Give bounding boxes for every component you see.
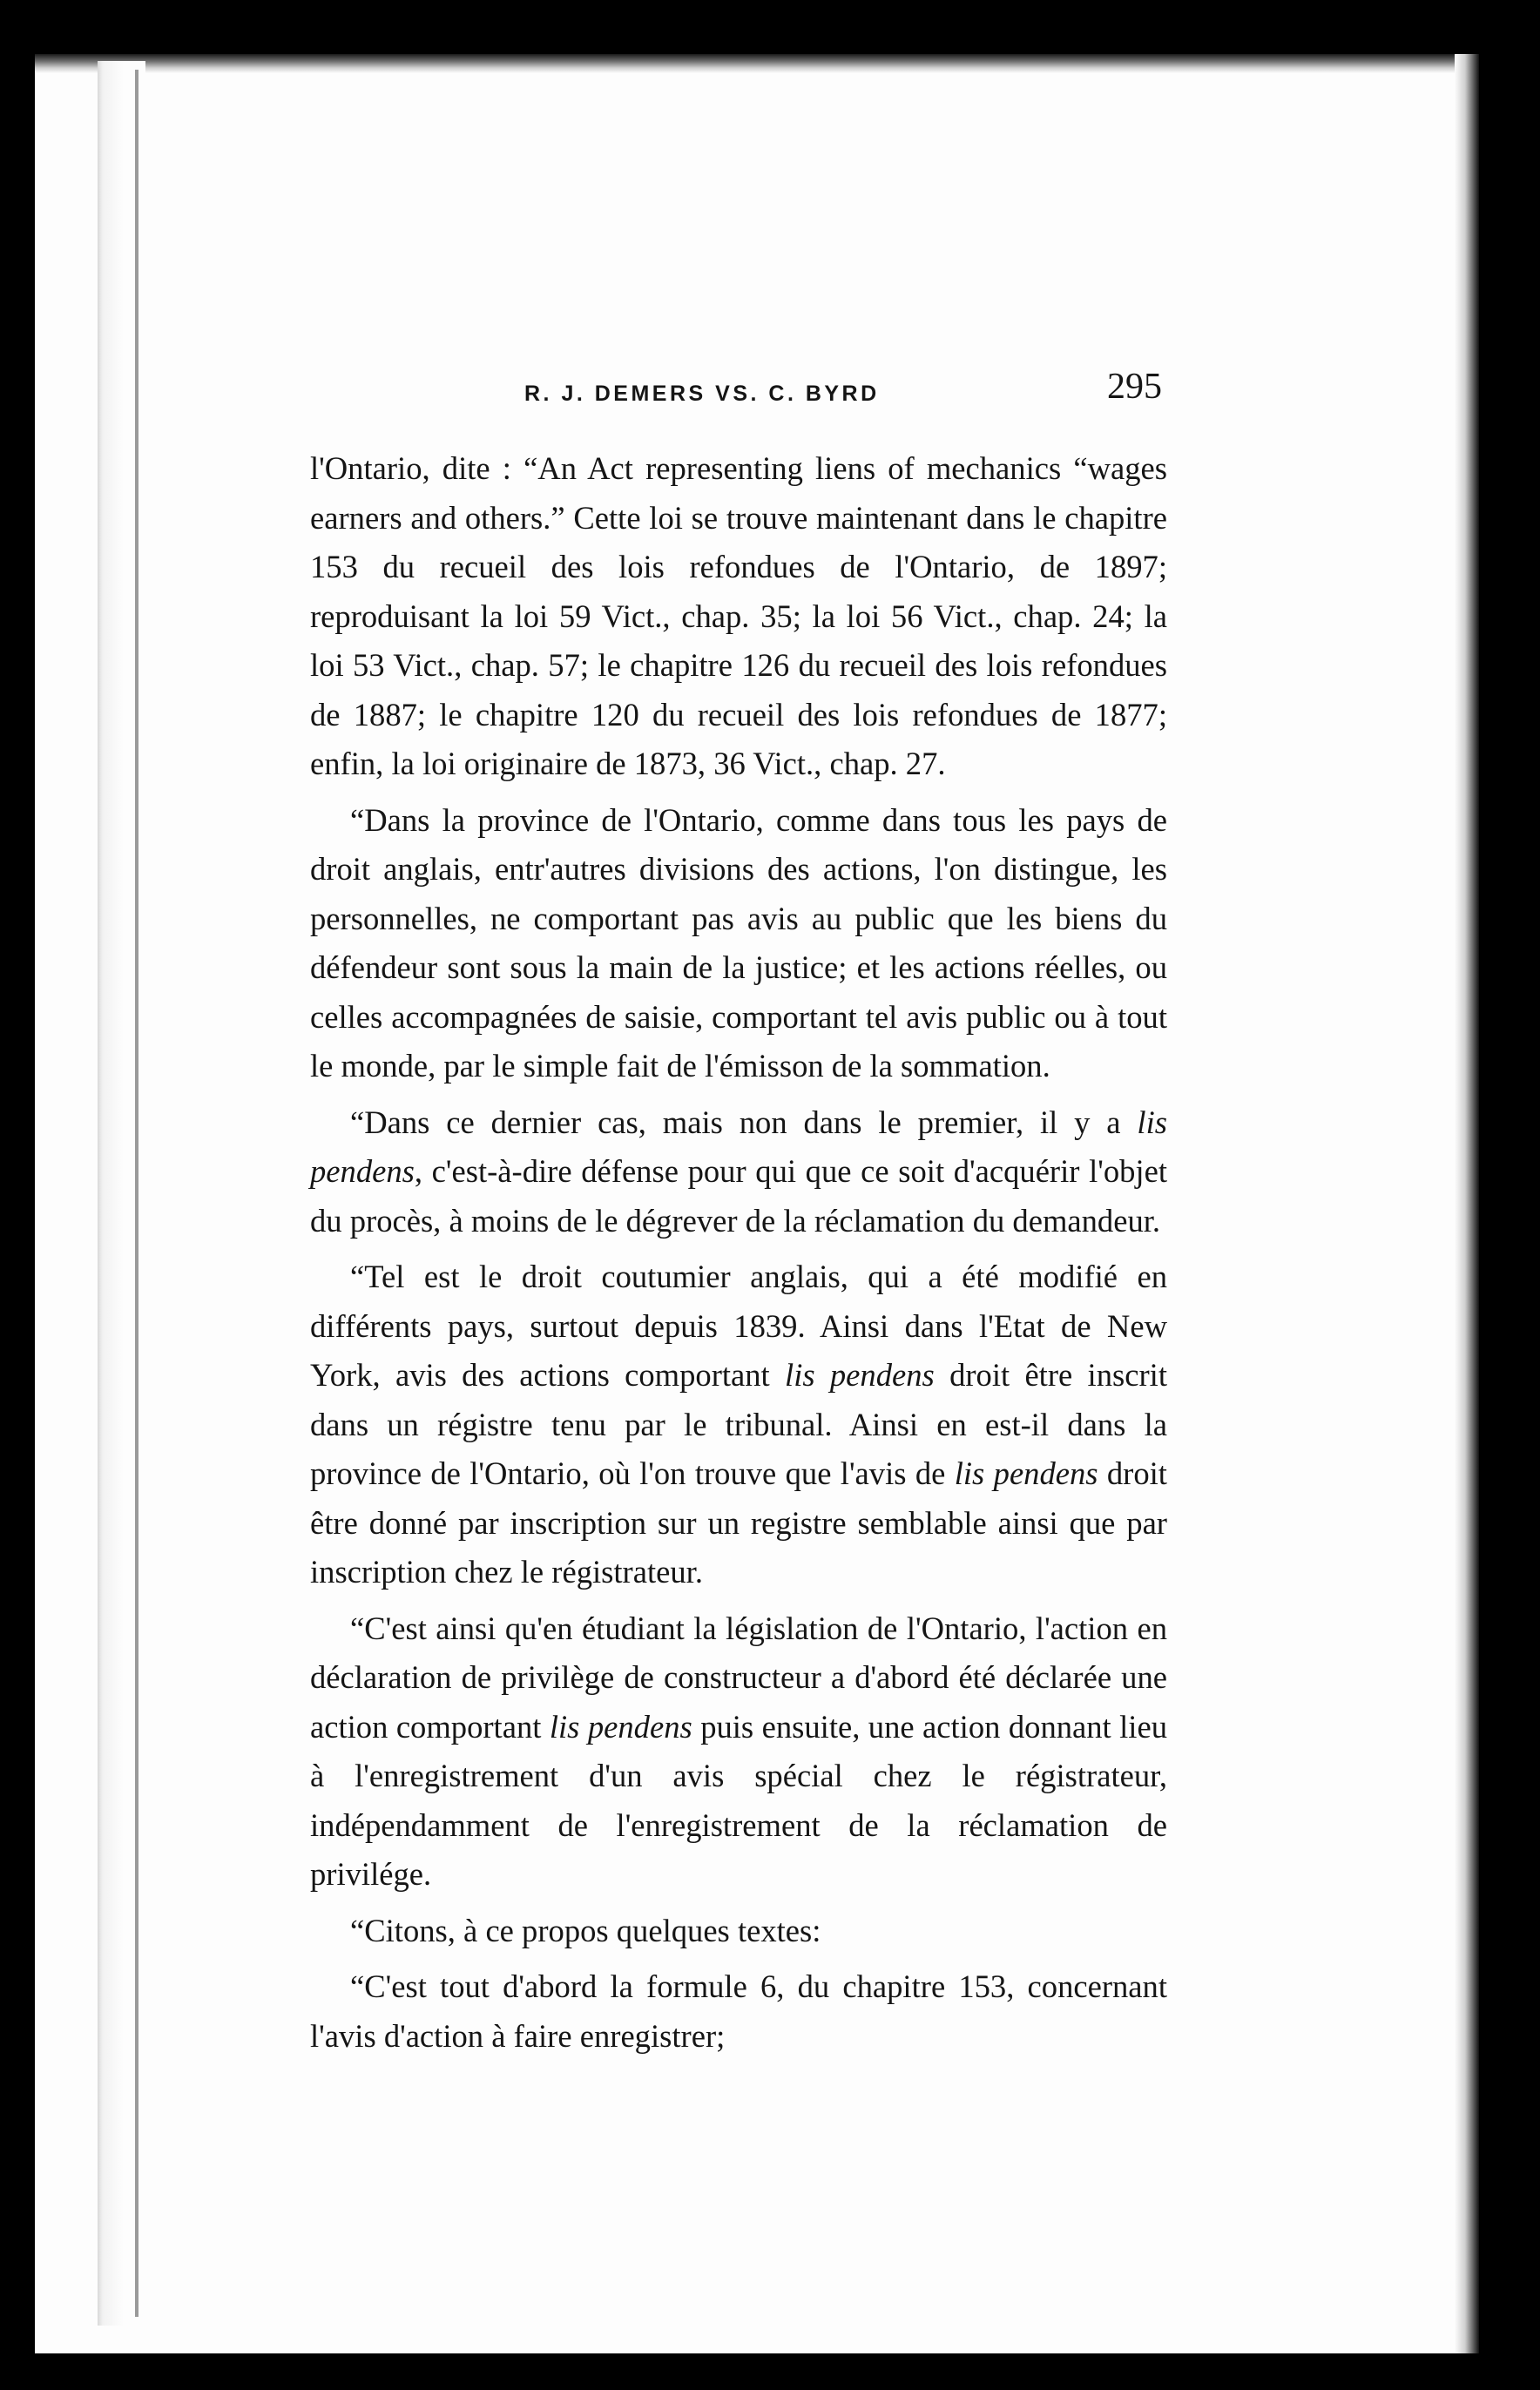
page-number: 295 <box>1107 367 1162 407</box>
gutter-line <box>135 70 138 2317</box>
paragraph-3-text-b: , c'est-à-dire défense pour qui que ce soit d'acquérir l'objet du procès, à moins de le dégrever de la réclamation du demandeur. <box>310 1153 1167 1239</box>
paragraph-4-text-b: droit être inscrit dans un régistre tenu par le tribunal. Ainsi en est-il dans la province de l'Ontario, où l'on trouve que l'avis de <box>310 1357 1167 1491</box>
paragraph-4-text-a: “Tel est le droit coutumier anglais, qui a été modifié en différents pays, surtout depuis 1839. Ainsi dans l'Etat de New York, avis des actions comportant <box>310 1259 1167 1393</box>
paragraph-3-text-a: “Dans ce dernier cas, mais non dans le premier, il y a <box>350 1104 1121 1140</box>
paragraph-4-italic-1: lis pendens <box>785 1357 935 1393</box>
page-right-edge <box>1455 54 1479 2353</box>
paragraph-4 <box>310 1252 1167 1597</box>
paragraph-2: “Dans la province de l'Ontario, comme dans tous les pays de droit anglais, entr'autres divisions des actions, l'on distingue, les personnelles, ne comportant pas avis au public que les biens du défendeur sont sous la main de la justice; et les actions réelles, ou celles accompagnées de saisie, comportant tel avis public ou à tout le monde, par le simple fait de l'émisson de la sommation. <box>310 801 1167 1084</box>
paragraph-4-italic-2: lis pendens <box>954 1455 1098 1491</box>
paragraph-5 <box>310 1604 1167 1900</box>
paragraph-5-italic: lis pendens <box>549 1708 692 1745</box>
paragraph-1: l'Ontario, dite : “An Act representing liens of mechanics “wages earners and others.” Cette loi se trouve maintenant dans le chapitre 153 du recueil des lois refondues de l'Ontario, de 1897; reproduisant la loi 59 Vict., chap. 35; la loi 56 Vict., chap. 24; la loi 53 Vict., chap. 57; le chapitre 126 du recueil des lois refondues de 1887; le chapitre 120 du recueil des lois refondues de 1877; enfin, la loi originaire de 1873, 36 Vict., chap. 27. <box>310 450 1167 781</box>
page-top-edge <box>35 54 1476 73</box>
paragraph-5-text-a: “C'est ainsi qu'en étudiant la législation de l'Ontario, l'action en déclaration de privilège de constructeur a d'abord été déclarée une action comportant <box>310 1610 1167 1745</box>
running-head <box>310 366 1167 418</box>
paragraph-3-italic: lis pendens <box>310 1104 1167 1189</box>
paragraph-3 <box>310 1098 1167 1246</box>
paragraph-6: “Citons, à ce propos quelques textes: <box>350 1912 821 1948</box>
running-title: R. J. DEMERS VS. C. BYRD <box>524 381 880 406</box>
paragraph-5-text-b: puis ensuite, une action donnant lieu à l'enregistrement d'un avis spécial chez le régistrateur, indépendamment de l'enregistrement de la réclamation de privilége. <box>310 1708 1167 1892</box>
paragraph-4-text-c: droit être donné par inscription sur un registre semblable ainsi que par inscription chez le régistrateur. <box>310 1455 1167 1590</box>
paragraph-7: “C'est tout d'abord la formule 6, du chapitre 153, concernant l'avis d'action à faire enregistrer; <box>310 1968 1167 2054</box>
page-text <box>310 366 1167 2068</box>
